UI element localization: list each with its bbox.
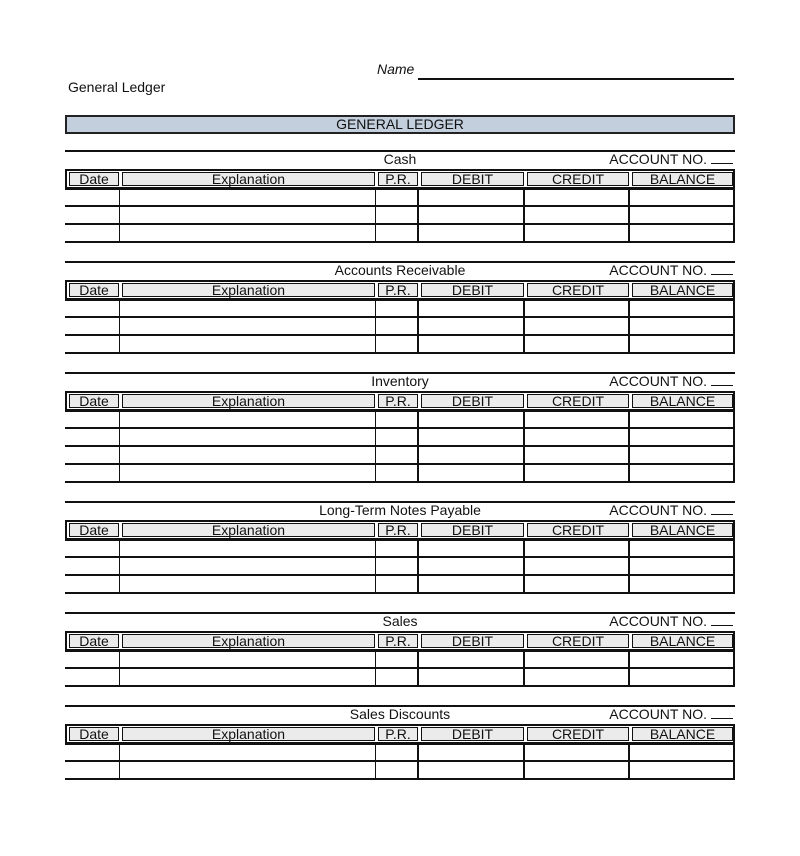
col-date-header: Date: [69, 727, 119, 741]
name-label: Name: [377, 61, 415, 77]
account-name: Sales: [382, 613, 418, 629]
account-name: Sales Discounts: [349, 706, 451, 722]
account-name: Inventory: [371, 373, 429, 389]
header-row: [65, 520, 735, 540]
account-name: Cash: [383, 151, 417, 167]
header-row: [65, 631, 735, 651]
table-row[interactable]: [65, 744, 735, 762]
col-explanation-header: Explanation: [122, 727, 375, 741]
account-number-field[interactable]: [711, 614, 733, 626]
col-credit-header: CREDIT: [527, 523, 629, 537]
table-row[interactable]: [65, 558, 735, 576]
col-balance-header: BALANCE: [632, 634, 733, 648]
header-row: [65, 724, 735, 744]
col-explanation-header: Explanation: [122, 283, 375, 297]
table-row[interactable]: [65, 651, 735, 669]
col-debit-header: DEBIT: [421, 394, 524, 408]
ledger-table: [65, 169, 735, 243]
col-date-header: Date: [69, 394, 119, 408]
table-row[interactable]: [65, 540, 735, 558]
table-row[interactable]: [65, 336, 735, 354]
ledger-table: [65, 724, 735, 780]
col-debit-header: DEBIT: [421, 523, 524, 537]
account-number: ACCOUNT NO.: [609, 373, 733, 389]
table-row[interactable]: [65, 669, 735, 687]
account-name: Accounts Receivable: [334, 262, 466, 278]
account-number-field[interactable]: [711, 263, 733, 275]
col-pr-header: P.R.: [378, 172, 418, 186]
col-pr-header: P.R.: [378, 394, 418, 408]
col-balance-header: BALANCE: [632, 523, 733, 537]
account-number-field[interactable]: [711, 374, 733, 386]
col-credit-header: CREDIT: [527, 727, 629, 741]
col-pr-header: P.R.: [378, 523, 418, 537]
col-date-header: Date: [69, 283, 119, 297]
header-row: [65, 169, 735, 189]
col-explanation-header: Explanation: [122, 523, 375, 537]
account-number: ACCOUNT NO.: [609, 613, 733, 629]
col-date-header: Date: [69, 523, 119, 537]
ledger-table: [65, 391, 735, 483]
col-debit-header: DEBIT: [421, 283, 524, 297]
table-row[interactable]: [65, 300, 735, 318]
name-field[interactable]: [418, 78, 734, 80]
account-number-field[interactable]: [711, 707, 733, 719]
account-number-field[interactable]: [711, 152, 733, 164]
account-number: ACCOUNT NO.: [609, 706, 733, 722]
document-title: General Ledger: [68, 79, 166, 95]
col-credit-header: CREDIT: [527, 283, 629, 297]
col-date-header: Date: [69, 634, 119, 648]
col-debit-header: DEBIT: [421, 727, 524, 741]
ledger-table: [65, 280, 735, 354]
table-row[interactable]: [65, 225, 735, 243]
col-date-header: Date: [69, 172, 119, 186]
table-row[interactable]: [65, 447, 735, 465]
col-credit-header: CREDIT: [527, 172, 629, 186]
ledger-table: [65, 631, 735, 687]
table-row[interactable]: [65, 318, 735, 336]
account-number: ACCOUNT NO.: [609, 151, 733, 167]
col-balance-header: BALANCE: [632, 727, 733, 741]
table-row[interactable]: [65, 762, 735, 780]
col-debit-header: DEBIT: [421, 172, 524, 186]
table-row[interactable]: [65, 429, 735, 447]
account-number-field[interactable]: [711, 503, 733, 515]
col-explanation-header: Explanation: [122, 394, 375, 408]
col-balance-header: BALANCE: [632, 394, 733, 408]
col-balance-header: BALANCE: [632, 172, 733, 186]
ledger-table: [65, 520, 735, 594]
table-row[interactable]: [65, 411, 735, 429]
table-row[interactable]: [65, 207, 735, 225]
col-debit-header: DEBIT: [421, 634, 524, 648]
account-name: Long-Term Notes Payable: [319, 502, 481, 518]
col-credit-header: CREDIT: [527, 634, 629, 648]
col-credit-header: CREDIT: [527, 394, 629, 408]
table-row[interactable]: [65, 189, 735, 207]
col-explanation-header: Explanation: [122, 634, 375, 648]
account-number: ACCOUNT NO.: [609, 502, 733, 518]
col-balance-header: BALANCE: [632, 283, 733, 297]
col-pr-header: P.R.: [378, 634, 418, 648]
ledger-banner: GENERAL LEDGER: [65, 115, 735, 134]
col-pr-header: P.R.: [378, 283, 418, 297]
account-number: ACCOUNT NO.: [609, 262, 733, 278]
col-pr-header: P.R.: [378, 727, 418, 741]
col-explanation-header: Explanation: [122, 172, 375, 186]
table-row[interactable]: [65, 576, 735, 594]
header-row: [65, 391, 735, 411]
table-row[interactable]: [65, 465, 735, 483]
header-row: [65, 280, 735, 300]
